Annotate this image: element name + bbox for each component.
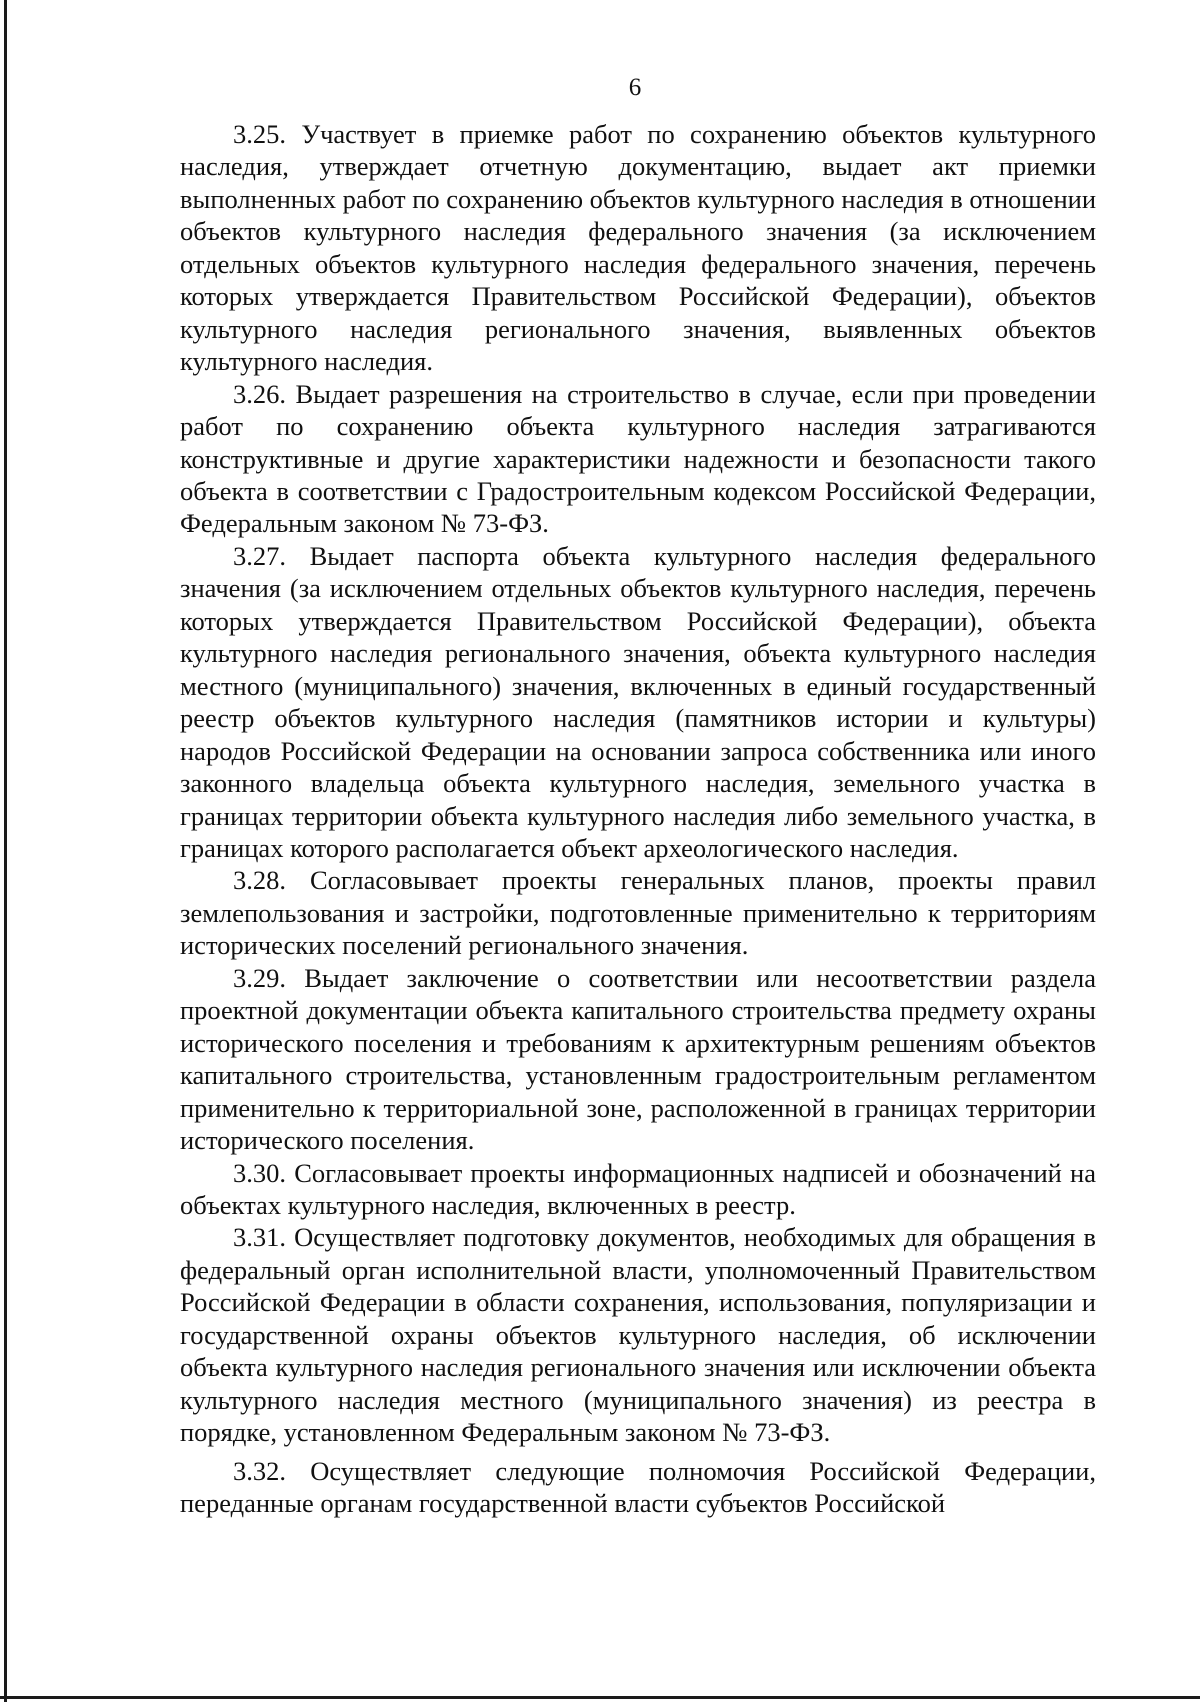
paragraph-3-26: 3.26. Выдает разрешения на строительство в случае, если при проведении работ по сохранению объекта культурного наследия затрагиваются конструктивные и другие характеристики надежности и безопасности такого объекта в соответствии с Градостроительным кодексом Российской Федерации, Федеральным законом № 73-ФЗ. bbox=[180, 378, 1096, 539]
scan-edge-bottom bbox=[0, 1696, 1200, 1699]
paragraph-3-27: 3.27. Выдает паспорта объекта культурного наследия федерального значения (за исключением отдельных объектов культурного наследия, перечень которых утверждается Правительством Российской Федерации), объекта культурного наследия регионального значения, объекта культурного наследия местного (муниципального) значения, включенных в единый государственный реестр объектов культурного наследия (памятников истории и культуры) народов Российской Федерации на основании запроса собственника или иного законного владельца объекта культурного наследия, земельного участка в границах территории объекта культурного наследия либо земельного участка, в границах которого располагается объект археологического наследия. bbox=[180, 540, 1096, 863]
paragraph-3-31: 3.31. Осуществляет подготовку документов, необходимых для обращения в федеральный орган исполнительной власти, уполномоченный Правительством Российской Федерации в области сохранения, использования, популяризации и государственной охраны объектов культурного наследия, об исключении объекта культурного наследия регионального значения или исключении объекта культурного наследия местного (муниципального значения) из реестра в порядке, установленном Федеральным законом № 73-ФЗ. bbox=[180, 1222, 1096, 1448]
paragraph-3-32: 3.32. Осуществляет следующие полномочия Российской Федерации, переданные органам государственной власти субъектов Российской bbox=[180, 1455, 1096, 1519]
paragraph-3-25: 3.25. Участвует в приемке работ по сохранению объектов культурного наследия, утверждает отчетную документацию, выдает акт приемки выполненных работ по сохранению объектов культурного наследия в отношении объектов культурного наследия федерального значения (за исключением отдельных объектов культурного наследия федерального значения, перечень которых утверждается Правительством Российской Федерации), объектов культурного наследия регионального значения, выявленных объектов культурного наследия. bbox=[180, 119, 1097, 377]
page-number: 6 bbox=[628, 74, 642, 101]
document-body bbox=[180, 118, 1096, 1519]
paragraph-3-30: 3.30. Согласовывает проекты информационных надписей и обозначений на объектах культурного наследия, включенных в реестр. bbox=[180, 1157, 1096, 1220]
paragraph-3-29: 3.29. Выдает заключение о соответствии или несоответствии раздела проектной документации объекта капитального строительства предмету охраны исторического поселения и требованиям к архитектурным решениям объектов капитального строительства, установленным градостроительным регламентом применительно к территориальной зоне, расположенной в границах территории исторического поселения. bbox=[180, 962, 1096, 1156]
paragraph-3-28: 3.28. Согласовывает проекты генеральных планов, проекты правил землепользования и застройки, подготовленные применительно к территориям исторических поселений регионального значения. bbox=[180, 865, 1096, 961]
scan-edge-left bbox=[4, 0, 7, 1702]
